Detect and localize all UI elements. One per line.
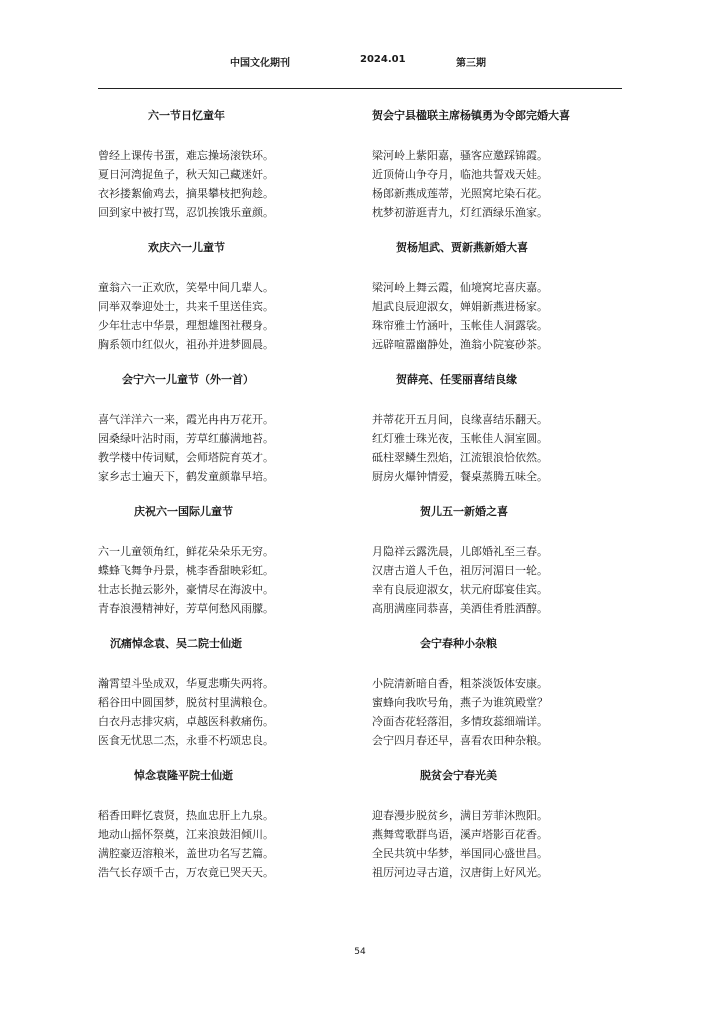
poem-line: 高朋满座同恭喜，美酒佳肴胜酒醇。 [372, 602, 548, 615]
poem [98, 372, 343, 504]
poem [372, 636, 617, 768]
header-rule [98, 88, 622, 89]
poem-line: 杨郎新燕成莲蒂，光照窝坨染石花。 [372, 187, 548, 200]
poem-body [372, 674, 617, 750]
poem [372, 240, 617, 372]
poem-line: 厨房火爆钟情爱，餐桌蒸腾五味全。 [372, 470, 548, 483]
poem-title: 会宁春种小杂粮 [420, 637, 497, 650]
poem-line: 园桑绿叶沾时雨，芳草红藤满地苔。 [98, 432, 274, 445]
poem-body [98, 542, 343, 618]
poem-title: 会宁六一儿童节（外一首） [122, 373, 254, 386]
poem-title: 贺薛亮、任雯丽喜结良缘 [396, 373, 517, 386]
poem-line: 冷面杏花轻落泪，多情玫蕊细端详。 [372, 715, 548, 728]
poem-line: 全民共筑中华梦，举国同心盛世昌。 [372, 847, 548, 860]
poem-line: 童翁六一正欢欣，笑晕中间几辈人。 [98, 281, 274, 294]
left-column [98, 108, 343, 900]
poem-title: 贺杨旭武、贾新燕新婚大喜 [396, 241, 528, 254]
poem [98, 636, 343, 768]
poem-line: 稻谷田中圆国梦，脱贫村里满粮仓。 [98, 696, 274, 709]
poem [372, 504, 617, 636]
poem [98, 504, 343, 636]
poem-body [372, 542, 617, 618]
poem-body [98, 806, 343, 882]
poem-line: 家乡志士遍天下，鹤发童颜靠早培。 [98, 470, 274, 483]
poem-line: 幸有良辰迎淑女，状元府邸宴佳宾。 [372, 583, 548, 596]
poem-body [372, 806, 617, 882]
poem-line: 珠帘雅士竹涵叶，玉帐佳人洞露裟。 [372, 319, 548, 332]
poem-line: 回到家中被打骂，忍饥挨饿乐童颜。 [98, 206, 274, 219]
poem-line: 曾经上课传书蛋，难忘操场滚铁环。 [98, 149, 274, 162]
poem [372, 372, 617, 504]
poem-body [98, 674, 343, 750]
poem-body [98, 278, 343, 354]
poem-title: 贺儿五一新婚之喜 [420, 505, 508, 518]
poem-body [98, 146, 343, 222]
poem-line: 教学楼中传词赋，会师塔院育英才。 [98, 451, 274, 464]
issue-date: 2024.01 [360, 54, 406, 65]
poem-line: 梁河岭上紫阳嘉，骚客应邀踩锦霞。 [372, 149, 548, 162]
right-column [372, 108, 617, 900]
poem-line: 壮志长抛云影外，豪情尽在海波中。 [98, 583, 274, 596]
poem-body [372, 146, 617, 222]
poem-line: 蝶蜂飞舞争丹景，桃李香甜映彩虹。 [98, 564, 274, 577]
poem-line: 衣衫搂絮偷鸡去，摘果攀枝把狗趁。 [98, 187, 274, 200]
poem-line: 夏日河湾捉鱼子，秋天知己藏迷奸。 [98, 168, 274, 181]
poem [372, 108, 617, 240]
poem-line: 近顶倚山争夺月，临池共誓戏天娃。 [372, 168, 548, 181]
poem-line: 砥柱翠鳞生烈焰，江流银浪恰依然。 [372, 451, 548, 464]
poem-line: 枕梦初游逛青九，灯红酒绿乐渔家。 [372, 206, 548, 219]
poem-body [372, 410, 617, 486]
poem-line: 满腔豪迈溶粮米，盖世功名写艺篇。 [98, 847, 274, 860]
poem-line: 迎春漫步脱贫乡，满目芳菲沐煦阳。 [372, 809, 548, 822]
poem-line: 燕舞莺歌群鸟语，溪声塔影百花香。 [372, 828, 548, 841]
poem-line: 同举双拳迎处士，共来千里送佳宾。 [98, 300, 274, 313]
poem-body [98, 410, 343, 486]
poem-body [372, 278, 617, 354]
poem-title: 沉痛悼念袁、吴二院士仙逝 [110, 637, 242, 650]
poem-line: 白衣丹志排灾病，卓越医科救痛伤。 [98, 715, 274, 728]
journal-name: 中国文化期刊 [230, 58, 290, 69]
poem-title: 脱贫会宁春光美 [420, 769, 497, 782]
poem-line: 红灯雅士珠光夜，玉帐佳人洞室圆。 [372, 432, 548, 445]
poem-line: 梁河岭上舞云霞，仙境窝坨喜庆嘉。 [372, 281, 548, 294]
poem-line: 旭武良辰迎淑女，婵娟新燕进杨家。 [372, 300, 548, 313]
poem [98, 240, 343, 372]
poem-title: 六一节日忆童年 [148, 109, 225, 122]
poem-line: 并蒂花开五月间，良缘喜结乐翻天。 [372, 413, 548, 426]
poem-line: 月隐祥云露洗晨，儿郎婚礼至三春。 [372, 545, 548, 558]
poem-line: 医食无忧思二杰，永垂不朽颂忠良。 [98, 734, 274, 747]
poem-title: 贺会宁县楹联主席杨镇勇为令郎完婚大喜 [372, 109, 570, 122]
poem-line: 瀚霄望斗坠成双，华夏悲嘶失两将。 [98, 677, 274, 690]
poem-line: 六一儿童领角红，鲜花朵朵乐无穷。 [98, 545, 274, 558]
issue-number: 第三期 [456, 58, 486, 69]
poem-line: 稻香田畔忆袁贤，热血忠肝上九泉。 [98, 809, 274, 822]
poem-title: 悼念袁隆平院士仙逝 [134, 769, 233, 782]
page-number: 54 [354, 947, 366, 957]
poem [372, 768, 617, 900]
poem-line: 浩气长存颂千古，万农竟已哭天天。 [98, 866, 274, 879]
poem-line: 少年壮志中华景，理想雄图社稷身。 [98, 319, 274, 332]
poem-line: 会宁四月春还早，喜看农田种杂粮。 [372, 734, 548, 747]
poem-line: 小院清新暗自香，粗茶淡饭体安康。 [372, 677, 548, 690]
poem-line: 祖厉河边寻古道，汉唐街上好风光。 [372, 866, 548, 879]
poem-line: 喜气洋洋六一来，霞光冉冉万花开。 [98, 413, 274, 426]
poem [98, 108, 343, 240]
poem-title: 欢庆六一儿童节 [148, 241, 225, 254]
poem-line: 蜜蜂向我吹号角，燕子为谁筑殿堂？ [372, 696, 548, 709]
poem-line: 汉唐古道人千色，祖厉河湄日一轮。 [372, 564, 548, 577]
poem-line: 地动山摇怀祭奠，江来浪鼓泪倾川。 [98, 828, 274, 841]
poem-line: 远辟喧嚣幽静处，渔翁小院宴砂茶。 [372, 338, 548, 351]
poem-title: 庆祝六一国际儿童节 [134, 505, 233, 518]
poem-line: 胸系领巾红似火，祖孙并进梦圆晨。 [98, 338, 274, 351]
poem-line: 青春浪漫精神好，芳草何愁风雨朦。 [98, 602, 274, 615]
poem [98, 768, 343, 900]
